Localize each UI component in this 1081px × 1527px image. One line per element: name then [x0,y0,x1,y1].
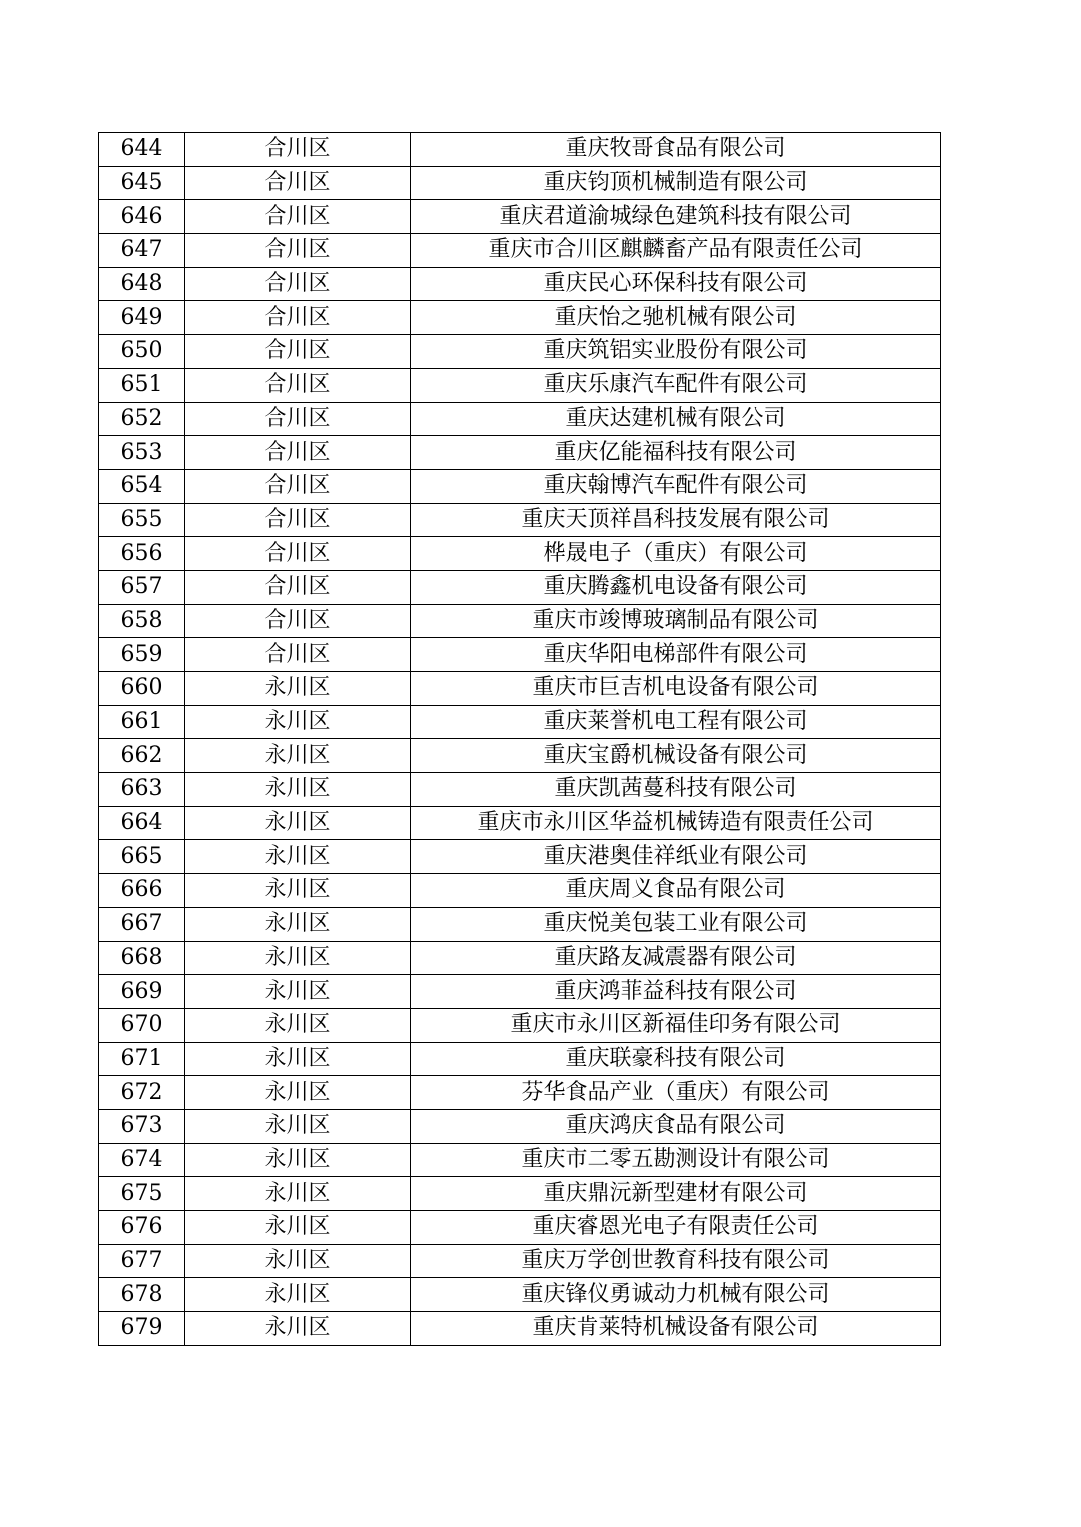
table-row [99,941,941,975]
table-row [99,234,941,268]
district-cell: 合川区 [185,570,411,604]
company-name-cell: 重庆市合川区麒麟畜产品有限责任公司 [411,234,941,268]
row-number-cell: 675 [99,1177,185,1211]
district-cell: 永川区 [185,1042,411,1076]
row-number-cell: 664 [99,806,185,840]
row-number-cell: 651 [99,368,185,402]
company-name-cell: 重庆民心环保科技有限公司 [411,267,941,301]
row-number-cell: 674 [99,1143,185,1177]
table-row [99,1312,941,1346]
row-number-cell: 658 [99,604,185,638]
company-name-cell: 重庆宝爵机械设备有限公司 [411,739,941,773]
district-cell: 永川区 [185,1244,411,1278]
district-cell: 永川区 [185,975,411,1009]
company-name-cell: 重庆港奥佳祥纸业有限公司 [411,840,941,874]
district-cell: 永川区 [185,739,411,773]
row-number-cell: 649 [99,301,185,335]
district-cell: 合川区 [185,200,411,234]
table-row [99,436,941,470]
district-cell: 永川区 [185,773,411,807]
district-cell: 合川区 [185,503,411,537]
row-number-cell: 665 [99,840,185,874]
company-name-cell: 重庆肯莱特机械设备有限公司 [411,1312,941,1346]
table-row [99,1177,941,1211]
row-number-cell: 652 [99,402,185,436]
row-number-cell: 656 [99,537,185,571]
company-name-cell: 重庆腾鑫机电设备有限公司 [411,570,941,604]
company-name-cell: 重庆莱誉机电工程有限公司 [411,705,941,739]
row-number-cell: 666 [99,874,185,908]
company-name-cell: 重庆钧顶机械制造有限公司 [411,166,941,200]
table-row [99,1042,941,1076]
row-number-cell: 672 [99,1076,185,1110]
row-number-cell: 659 [99,638,185,672]
district-cell: 永川区 [185,1312,411,1346]
district-cell: 合川区 [185,267,411,301]
table-row [99,874,941,908]
company-name-cell: 重庆达建机械有限公司 [411,402,941,436]
row-number-cell: 648 [99,267,185,301]
district-cell: 永川区 [185,1211,411,1245]
row-number-cell: 644 [99,133,185,167]
row-number-cell: 663 [99,773,185,807]
company-name-cell: 芬华食品产业（重庆）有限公司 [411,1076,941,1110]
company-name-cell: 重庆华阳电梯部件有限公司 [411,638,941,672]
company-name-cell: 重庆万学创世教育科技有限公司 [411,1244,941,1278]
table-row [99,806,941,840]
district-cell: 永川区 [185,840,411,874]
table-row [99,133,941,167]
table-row [99,1109,941,1143]
district-cell: 合川区 [185,335,411,369]
row-number-cell: 676 [99,1211,185,1245]
row-number-cell: 677 [99,1244,185,1278]
district-cell: 合川区 [185,234,411,268]
company-name-cell: 重庆路友减震器有限公司 [411,941,941,975]
table-row [99,672,941,706]
company-name-cell: 重庆亿能福科技有限公司 [411,436,941,470]
row-number-cell: 671 [99,1042,185,1076]
table-row [99,638,941,672]
company-list-body [99,133,941,1346]
table-row [99,503,941,537]
row-number-cell: 669 [99,975,185,1009]
table-row [99,1008,941,1042]
company-name-cell: 重庆鼎沅新型建材有限公司 [411,1177,941,1211]
row-number-cell: 653 [99,436,185,470]
district-cell: 永川区 [185,806,411,840]
row-number-cell: 673 [99,1109,185,1143]
row-number-cell: 667 [99,907,185,941]
row-number-cell: 678 [99,1278,185,1312]
company-name-cell: 重庆悦美包装工业有限公司 [411,907,941,941]
district-cell: 永川区 [185,1076,411,1110]
district-cell: 永川区 [185,941,411,975]
district-cell: 合川区 [185,166,411,200]
district-cell: 永川区 [185,1177,411,1211]
table-row [99,402,941,436]
district-cell: 永川区 [185,1278,411,1312]
district-cell: 永川区 [185,1143,411,1177]
company-name-cell: 重庆怡之驰机械有限公司 [411,301,941,335]
district-cell: 合川区 [185,301,411,335]
company-name-cell: 桦晟电子（重庆）有限公司 [411,537,941,571]
table-row [99,1143,941,1177]
table-row [99,537,941,571]
row-number-cell: 647 [99,234,185,268]
district-cell: 合川区 [185,537,411,571]
row-number-cell: 657 [99,570,185,604]
company-name-cell: 重庆鸿庆食品有限公司 [411,1109,941,1143]
company-name-cell: 重庆市永川区新福佳印务有限公司 [411,1008,941,1042]
table-row [99,1076,941,1110]
district-cell: 永川区 [185,705,411,739]
company-name-cell: 重庆市永川区华益机械铸造有限责任公司 [411,806,941,840]
row-number-cell: 670 [99,1008,185,1042]
company-name-cell: 重庆市二零五勘测设计有限公司 [411,1143,941,1177]
district-cell: 合川区 [185,402,411,436]
row-number-cell: 645 [99,166,185,200]
row-number-cell: 655 [99,503,185,537]
company-name-cell: 重庆筑铝实业股份有限公司 [411,335,941,369]
table-row [99,267,941,301]
row-number-cell: 650 [99,335,185,369]
company-name-cell: 重庆锋仪勇诚动力机械有限公司 [411,1278,941,1312]
row-number-cell: 661 [99,705,185,739]
row-number-cell: 668 [99,941,185,975]
district-cell: 永川区 [185,907,411,941]
company-name-cell: 重庆君道渝城绿色建筑科技有限公司 [411,200,941,234]
district-cell: 永川区 [185,1109,411,1143]
district-cell: 永川区 [185,1008,411,1042]
district-cell: 合川区 [185,133,411,167]
table-row [99,739,941,773]
row-number-cell: 679 [99,1312,185,1346]
row-number-cell: 646 [99,200,185,234]
table-row [99,604,941,638]
company-name-cell: 重庆乐康汽车配件有限公司 [411,368,941,402]
district-cell: 合川区 [185,436,411,470]
district-cell: 永川区 [185,874,411,908]
table-row [99,368,941,402]
company-name-cell: 重庆市巨吉机电设备有限公司 [411,672,941,706]
table-row [99,570,941,604]
row-number-cell: 654 [99,469,185,503]
district-cell: 合川区 [185,368,411,402]
table-row [99,469,941,503]
table-row [99,335,941,369]
company-name-cell: 重庆牧哥食品有限公司 [411,133,941,167]
company-list-table [98,132,941,1346]
table-row [99,907,941,941]
district-cell: 合川区 [185,638,411,672]
table-row [99,975,941,1009]
company-name-cell: 重庆鸿菲益科技有限公司 [411,975,941,1009]
table-row [99,773,941,807]
company-name-cell: 重庆凯茜蔓科技有限公司 [411,773,941,807]
company-name-cell: 重庆周义食品有限公司 [411,874,941,908]
row-number-cell: 660 [99,672,185,706]
company-name-cell: 重庆联豪科技有限公司 [411,1042,941,1076]
table-row [99,1278,941,1312]
company-name-cell: 重庆市竣博玻璃制品有限公司 [411,604,941,638]
table-row [99,1211,941,1245]
row-number-cell: 662 [99,739,185,773]
table-row [99,301,941,335]
district-cell: 永川区 [185,672,411,706]
company-name-cell: 重庆睿恩光电子有限责任公司 [411,1211,941,1245]
district-cell: 合川区 [185,604,411,638]
table-row [99,840,941,874]
district-cell: 合川区 [185,469,411,503]
company-name-cell: 重庆天顶祥昌科技发展有限公司 [411,503,941,537]
company-name-cell: 重庆翰博汽车配件有限公司 [411,469,941,503]
table-row [99,200,941,234]
table-row [99,166,941,200]
table-row [99,1244,941,1278]
table-row [99,705,941,739]
